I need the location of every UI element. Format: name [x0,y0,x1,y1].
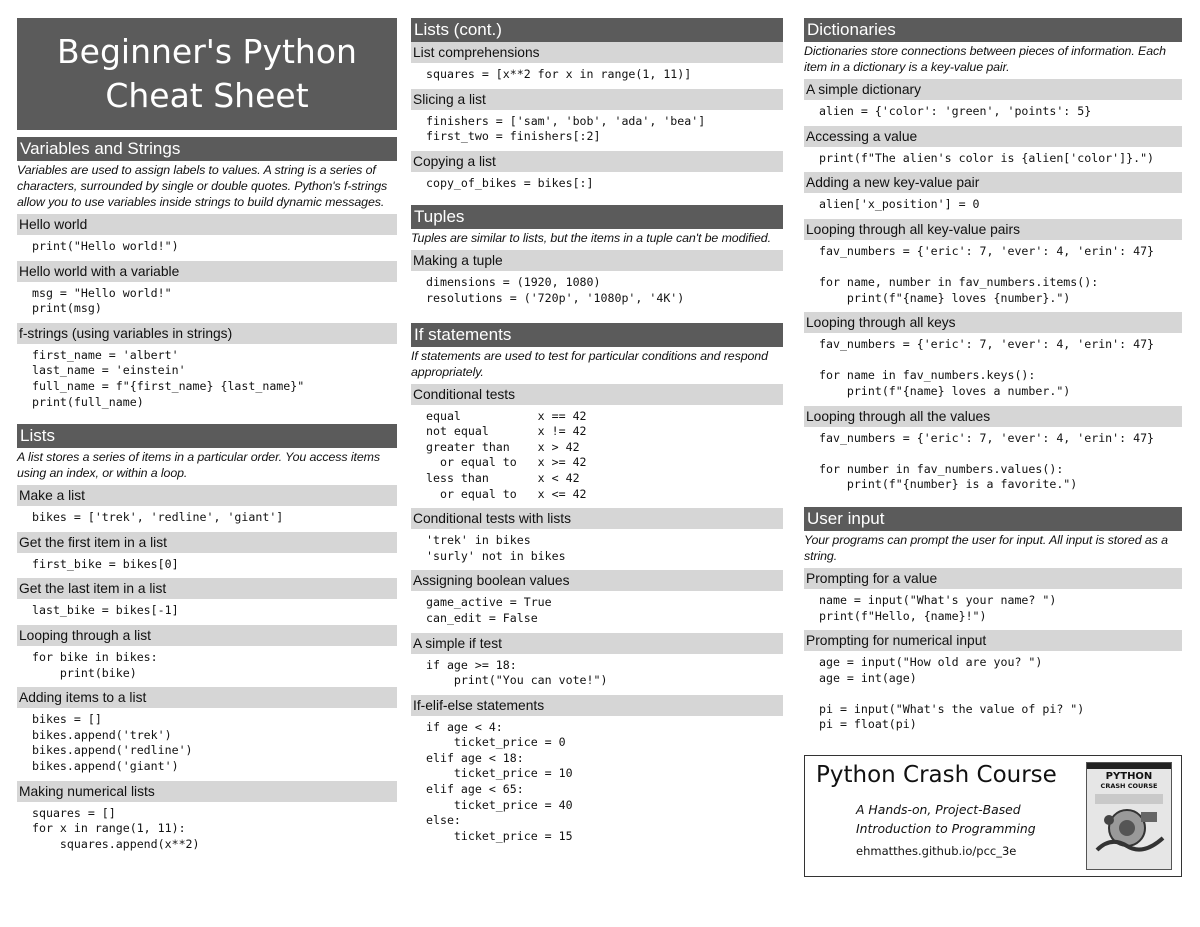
code-loop-keys: fav_numbers = {'eric': 7, 'ever': 4, 'erin': 47} for name in fav_numbers.keys(): print(f"{name} loves a number.") [819,337,1155,398]
sub-slicing-list: Slicing a list [411,89,783,110]
sub-accessing-value: Accessing a value [804,126,1182,147]
sub-boolean-values: Assigning boolean values [411,570,783,591]
section-lists-heading: Lists [17,424,397,448]
sub-add-key-value: Adding a new key-value pair [804,172,1182,193]
code-loop-pairs: fav_numbers = {'eric': 7, 'ever': 4, 'erin': 47} for name, number in fav_numbers.items(): print(f"{name} loves {number}.") [819,243,1155,305]
column-1 [17,18,397,858]
code-simple-if: if age >= 18: print("You can vote!") [426,657,608,688]
sub-hello-world: Hello world [17,214,397,235]
book-cover-image [1086,762,1172,870]
sub-if-elif-else: If-elif-else statements [411,695,783,716]
book-title: Python Crash Course [816,762,1057,789]
code-hello-variable: msg = "Hello world!" print(msg) [32,285,172,316]
sub-loop-keys: Looping through all keys [804,312,1182,333]
code-first-item: first_bike = bikes[0] [32,556,179,571]
section-input-heading: User input [804,507,1182,531]
cover-title: PYTHON [1105,771,1153,783]
sub-making-tuple: Making a tuple [411,250,783,271]
column-3 [804,18,1182,877]
section-lists-desc: A list stores a series of items in a particular order. You access items using an index, or within a loop. [17,450,380,481]
sub-prompt-value: Prompting for a value [804,568,1182,589]
code-conditional-lists: 'trek' in bikes 'surly' not in bikes [426,533,566,563]
book-subtitle-line-1: A Hands-on, Project-Based [856,802,1021,818]
title-line-2: Cheat Sheet [105,76,309,115]
sub-hello-variable: Hello world with a variable [17,261,397,282]
code-accessing-value: print(f"The alien's color is {alien['color']}.") [819,150,1155,165]
section-if-desc: If statements are used to test for particular conditions and respond appropriately. [411,348,768,379]
sub-first-item: Get the first item in a list [17,532,397,553]
sub-simple-if: A simple if test [411,633,783,654]
section-lists-cont-heading: Lists (cont.) [411,18,783,42]
column-2 [411,18,783,850]
sub-loop-pairs: Looping through all key-value pairs [804,219,1182,240]
code-adding-items: bikes = [] bikes.append('trek') bikes.append('redline') bikes.append('giant') [32,712,193,773]
book-url[interactable]: ehmatthes.github.io/pcc_3e [856,844,1017,859]
code-prompt-numeric: age = input("How old are you? ") age = int(age) pi = input("What's the value of pi? ") pi = float(pi) [819,655,1085,732]
sub-simple-dictionary: A simple dictionary [804,79,1182,100]
code-slicing-list: finishers = ['sam', 'bob', 'ada', 'bea'] first_two = finishers[:2] [426,113,706,144]
sub-loop-values: Looping through all the values [804,406,1182,427]
book-subtitle [856,800,1036,838]
sub-conditional-lists: Conditional tests with lists [411,508,783,529]
code-simple-dictionary: alien = {'color': 'green', 'points': 5} [819,104,1092,118]
code-looping-list: for bike in bikes: print(bike) [32,649,158,680]
section-tuples-desc: Tuples are similar to lists, but the items in a tuple can't be modified. [411,231,771,246]
book-promo [804,755,1182,877]
title-line-1: Beginner's Python [57,32,357,71]
section-tuples-heading: Tuples [411,205,783,229]
sub-prompt-numeric: Prompting for numerical input [804,630,1182,651]
code-copying-list: copy_of_bikes = bikes[:] [426,175,594,190]
section-dictionaries-heading: Dictionaries [804,18,1182,42]
code-fstrings: first_name = 'albert' last_name = 'einstein' full_name = f"{first_name} {last_name}" print(full_name) [32,347,305,409]
code-if-elif-else: if age < 4: ticket_price = 0 elif age < 18: ticket_price = 10 elif age < 65: ticket_price = 40 else: ticket_price = 15 [426,719,573,843]
sub-list-comprehensions: List comprehensions [411,42,783,63]
sub-numerical-lists: Making numerical lists [17,781,397,802]
sub-fstrings: f-strings (using variables in strings) [17,323,397,344]
sub-conditional-tests: Conditional tests [411,384,783,405]
section-input-desc: Your programs can prompt the user for input. All input is stored as a string. [804,532,1168,563]
cover-snake-robot-icon [1087,790,1171,860]
code-last-item: last_bike = bikes[-1] [32,603,179,618]
code-making-tuple: dimensions = (1920, 1080) resolutions = ('720p', '1080p', '4K') [426,275,685,305]
sub-looping-list: Looping through a list [17,625,397,646]
code-conditional-tests: equal x == 42 not equal x != 42 greater than x > 42 or equal to x >= 42 less than x < 42 or equal to x <= 42 [426,408,587,501]
code-add-key-value: alien['x_position'] = 0 [819,197,980,212]
section-variables-desc: Variables are used to assign labels to values. A string is a series of characters, surrounded by single or double quotes. Python's f-strings allow you to use variables inside strings to build dynamic messages. [17,163,388,209]
code-prompt-value: name = input("What's your name? ") print(f"Hello, {name}!") [819,592,1057,623]
section-variables-heading: Variables and Strings [17,137,397,161]
code-loop-values: fav_numbers = {'eric': 7, 'ever': 4, 'erin': 47} for number in fav_numbers.values(): print(f"{number} is a favorite.") [819,430,1155,492]
sub-copying-list: Copying a list [411,151,783,172]
code-numerical-lists: squares = [] for x in range(1, 11): squares.append(x**2) [32,805,200,851]
sub-make-list: Make a list [17,485,397,506]
sub-adding-items: Adding items to a list [17,687,397,708]
code-hello-world: print("Hello world!") [32,239,179,253]
cheat-sheet-title [17,18,397,130]
code-boolean-values: game_active = True can_edit = False [426,595,552,625]
code-list-comprehensions: squares = [x**2 for x in range(1, 11)] [426,67,692,81]
section-if-heading: If statements [411,323,783,347]
book-subtitle-line-2: Introduction to Programming [856,821,1036,837]
code-make-list: bikes = ['trek', 'redline', 'giant'] [32,510,284,525]
sub-last-item: Get the last item in a list [17,578,397,599]
cover-subtitle: CRASH COURSE [1100,782,1158,791]
section-dictionaries-desc: Dictionaries store connections between pieces of information. Each item in a dictionary is a key-value pair. [804,44,1166,74]
